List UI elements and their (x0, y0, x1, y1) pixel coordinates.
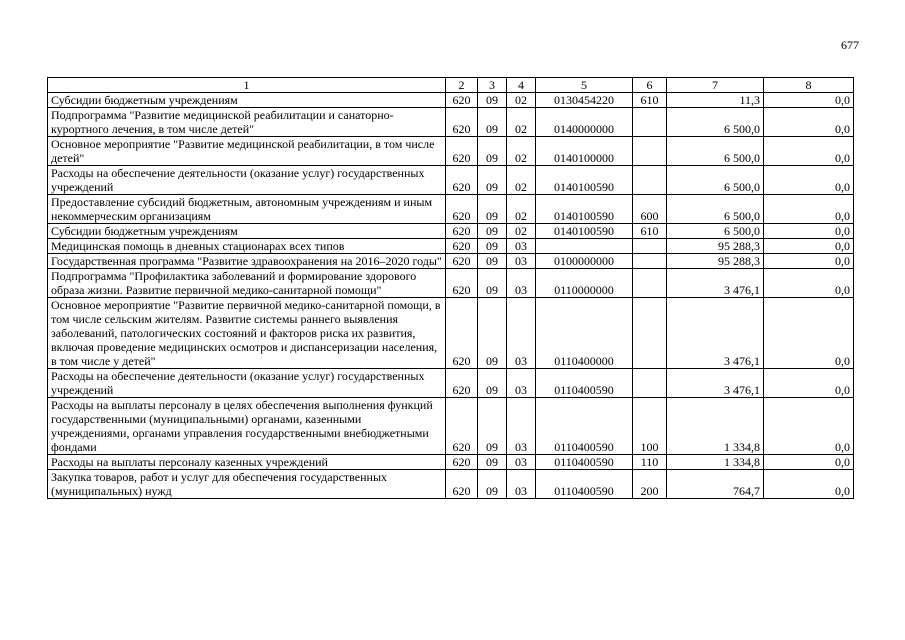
column-header: 7 (667, 78, 764, 93)
cell-amount: 6 500,0 (667, 166, 764, 195)
cell-expense-type (633, 137, 667, 166)
table-row (48, 369, 854, 398)
cell-amount-2: 0,0 (764, 298, 854, 369)
cell-target-article: 0110400000 (536, 298, 633, 369)
cell-target-article (536, 239, 633, 254)
table-row (48, 269, 854, 298)
cell-name: Государственная программа "Развитие здравоохранения на 2016–2020 годы" (48, 254, 446, 269)
cell-ministry-code: 620 (446, 254, 478, 269)
cell-ministry-code: 620 (446, 239, 478, 254)
cell-amount-2: 0,0 (764, 108, 854, 137)
column-header: 6 (633, 78, 667, 93)
cell-ministry-code: 620 (446, 108, 478, 137)
cell-expense-type: 200 (633, 470, 667, 499)
cell-name: Закупка товаров, работ и услуг для обеспечения государственных (муниципальных) нужд (48, 470, 446, 499)
cell-name: Расходы на выплаты персоналу казенных учреждений (48, 455, 446, 470)
table-body (48, 93, 854, 499)
cell-name: Субсидии бюджетным учреждениям (48, 93, 446, 108)
cell-name: Расходы на обеспечение деятельности (оказание услуг) государственных учреждений (48, 166, 446, 195)
column-header: 1 (48, 78, 446, 93)
cell-subsection: 02 (507, 108, 536, 137)
cell-section: 09 (478, 470, 507, 499)
cell-amount-2: 0,0 (764, 269, 854, 298)
cell-subsection: 03 (507, 269, 536, 298)
cell-amount: 6 500,0 (667, 108, 764, 137)
cell-amount-2: 0,0 (764, 470, 854, 499)
cell-section: 09 (478, 369, 507, 398)
cell-expense-type: 610 (633, 93, 667, 108)
cell-ministry-code: 620 (446, 195, 478, 224)
cell-subsection: 03 (507, 239, 536, 254)
cell-subsection: 03 (507, 398, 536, 455)
cell-target-article: 0110400590 (536, 369, 633, 398)
cell-amount-2: 0,0 (764, 93, 854, 108)
cell-expense-type (633, 269, 667, 298)
cell-name: Субсидии бюджетным учреждениям (48, 224, 446, 239)
cell-subsection: 03 (507, 298, 536, 369)
column-header: 2 (446, 78, 478, 93)
cell-ministry-code: 620 (446, 455, 478, 470)
cell-expense-type (633, 239, 667, 254)
cell-amount: 3 476,1 (667, 369, 764, 398)
cell-target-article: 0100000000 (536, 254, 633, 269)
budget-table (47, 77, 854, 499)
column-header: 4 (507, 78, 536, 93)
table-row (48, 455, 854, 470)
cell-amount-2: 0,0 (764, 195, 854, 224)
cell-target-article: 0130454220 (536, 93, 633, 108)
table-row (48, 108, 854, 137)
table-row (48, 166, 854, 195)
cell-amount-2: 0,0 (764, 455, 854, 470)
cell-name: Расходы на выплаты персоналу в целях обеспечения выполнения функций государственными (муниципальными) органами, казенными учреждениями, органами управления государственными внебюджетными фондами (48, 398, 446, 455)
cell-target-article: 0110400590 (536, 398, 633, 455)
cell-amount-2: 0,0 (764, 254, 854, 269)
cell-section: 09 (478, 137, 507, 166)
cell-subsection: 03 (507, 369, 536, 398)
cell-name: Основное мероприятие "Развитие первичной медико-санитарной помощи, в том числе сельским жителям. Развитие системы раннего выявления заболеваний, патологических состояний и факторов риска их развития, включая проведение медицинских осмотров и диспансеризации населения, в том числе у детей" (48, 298, 446, 369)
cell-amount: 3 476,1 (667, 298, 764, 369)
table-row (48, 224, 854, 239)
cell-expense-type: 100 (633, 398, 667, 455)
cell-section: 09 (478, 398, 507, 455)
table-row (48, 470, 854, 499)
cell-amount: 95 288,3 (667, 239, 764, 254)
cell-name: Подпрограмма "Развитие медицинской реабилитации и санаторно-курортного лечения, в том числе детей" (48, 108, 446, 137)
cell-expense-type: 610 (633, 224, 667, 239)
cell-target-article: 0140100590 (536, 166, 633, 195)
cell-section: 09 (478, 455, 507, 470)
cell-target-article: 0110400590 (536, 470, 633, 499)
table-row (48, 195, 854, 224)
cell-name: Предоставление субсидий бюджетным, автономным учреждениям и иным некоммерческим организациям (48, 195, 446, 224)
cell-expense-type (633, 108, 667, 137)
table-row (48, 298, 854, 369)
cell-subsection: 02 (507, 93, 536, 108)
cell-amount-2: 0,0 (764, 166, 854, 195)
cell-ministry-code: 620 (446, 224, 478, 239)
cell-name: Расходы на обеспечение деятельности (оказание услуг) государственных учреждений (48, 369, 446, 398)
cell-amount: 11,3 (667, 93, 764, 108)
cell-subsection: 03 (507, 455, 536, 470)
column-header: 8 (764, 78, 854, 93)
cell-expense-type (633, 369, 667, 398)
cell-section: 09 (478, 269, 507, 298)
table-row (48, 254, 854, 269)
cell-section: 09 (478, 108, 507, 137)
cell-section: 09 (478, 166, 507, 195)
cell-amount: 6 500,0 (667, 137, 764, 166)
cell-amount-2: 0,0 (764, 239, 854, 254)
cell-subsection: 02 (507, 137, 536, 166)
cell-name: Подпрограмма "Профилактика заболеваний и формирование здорового образа жизни. Развитие первичной медико-санитарной помощи" (48, 269, 446, 298)
cell-ministry-code: 620 (446, 137, 478, 166)
cell-expense-type (633, 254, 667, 269)
cell-subsection: 02 (507, 166, 536, 195)
cell-target-article: 0110000000 (536, 269, 633, 298)
cell-ministry-code: 620 (446, 93, 478, 108)
cell-section: 09 (478, 239, 507, 254)
cell-amount: 3 476,1 (667, 269, 764, 298)
cell-amount-2: 0,0 (764, 398, 854, 455)
cell-section: 09 (478, 195, 507, 224)
cell-ministry-code: 620 (446, 470, 478, 499)
cell-amount: 95 288,3 (667, 254, 764, 269)
cell-target-article: 0140100590 (536, 224, 633, 239)
cell-subsection: 03 (507, 470, 536, 499)
cell-amount-2: 0,0 (764, 369, 854, 398)
cell-amount-2: 0,0 (764, 224, 854, 239)
cell-ministry-code: 620 (446, 269, 478, 298)
cell-subsection: 02 (507, 195, 536, 224)
cell-amount: 1 334,8 (667, 398, 764, 455)
table-row (48, 137, 854, 166)
cell-expense-type (633, 298, 667, 369)
cell-target-article: 0140100000 (536, 137, 633, 166)
cell-target-article: 0110400590 (536, 455, 633, 470)
cell-subsection: 02 (507, 224, 536, 239)
cell-section: 09 (478, 93, 507, 108)
cell-expense-type: 110 (633, 455, 667, 470)
cell-amount: 6 500,0 (667, 224, 764, 239)
table-header-row (48, 78, 854, 93)
cell-section: 09 (478, 254, 507, 269)
table-row (48, 398, 854, 455)
cell-expense-type (633, 166, 667, 195)
cell-expense-type: 600 (633, 195, 667, 224)
cell-section: 09 (478, 298, 507, 369)
cell-ministry-code: 620 (446, 166, 478, 195)
cell-amount: 764,7 (667, 470, 764, 499)
cell-subsection: 03 (507, 254, 536, 269)
cell-name: Медицинская помощь в дневных стационарах всех типов (48, 239, 446, 254)
table-row (48, 239, 854, 254)
cell-amount: 1 334,8 (667, 455, 764, 470)
cell-name: Основное мероприятие "Развитие медицинской реабилитации, в том числе детей" (48, 137, 446, 166)
table-row (48, 93, 854, 108)
cell-amount-2: 0,0 (764, 137, 854, 166)
cell-amount: 6 500,0 (667, 195, 764, 224)
column-header: 3 (478, 78, 507, 93)
page-number: 677 (841, 38, 859, 52)
cell-target-article: 0140100590 (536, 195, 633, 224)
cell-ministry-code: 620 (446, 298, 478, 369)
cell-ministry-code: 620 (446, 398, 478, 455)
cell-target-article: 0140000000 (536, 108, 633, 137)
column-header: 5 (536, 78, 633, 93)
cell-ministry-code: 620 (446, 369, 478, 398)
cell-section: 09 (478, 224, 507, 239)
